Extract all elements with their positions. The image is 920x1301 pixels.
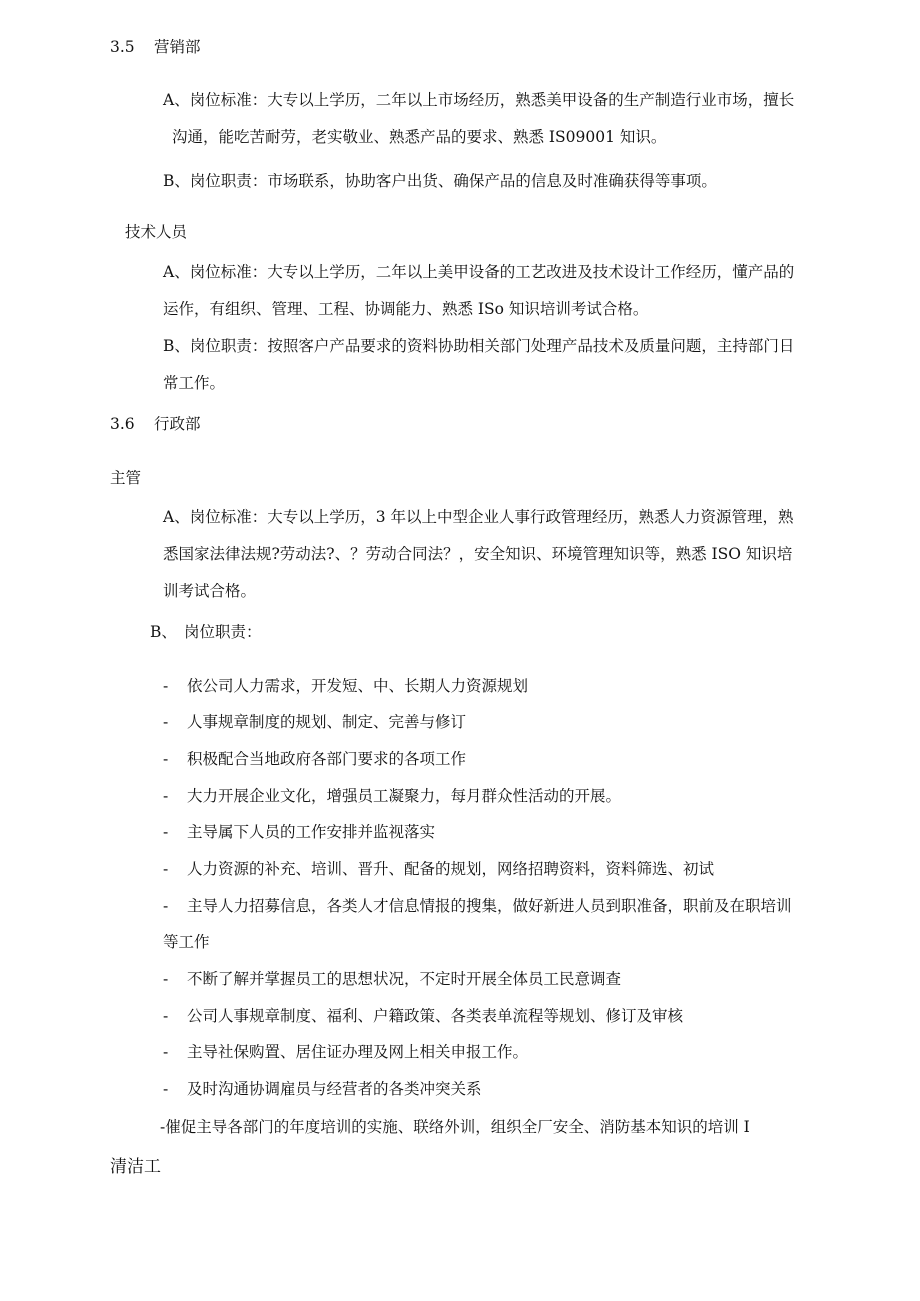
- dash-bullet: -: [163, 823, 169, 841]
- sales-standard-line-1: A、岗位标准：大专以上学历，二年以上市场经历，熟悉美甲设备的生产制造行业市场，擅长: [163, 91, 795, 109]
- duty-item: [163, 1079, 482, 1099]
- duty-text: 及时沟通协调雇员与经营者的各类冲突关系: [187, 1080, 482, 1098]
- duty-item: [163, 749, 466, 769]
- tech-duty-line-1: B、岗位职责：按照客户产品要求的资料协助相关部门处理产品技术及质量问题，主持部门日: [163, 337, 795, 355]
- admin-standard-line-3: 训考试合格。: [163, 582, 257, 600]
- duty-text: 主导社保购置、居住证办理及网上相关申报工作。: [187, 1043, 529, 1061]
- section-number: 3.5: [110, 38, 135, 56]
- section-title: 营销部: [154, 38, 201, 56]
- duty-text: 大力开展企业文化，增强员工凝聚力，每月群众性活动的开展。: [187, 787, 622, 805]
- section-title: 行政部: [154, 415, 201, 433]
- dash-bullet: -: [163, 677, 169, 695]
- duty-text: 依公司人力需求，开发短、中、长期人力资源规划: [187, 677, 529, 695]
- duty-item-continuation: 等工作: [163, 933, 210, 951]
- duty-title: 岗位职责：: [184, 623, 262, 641]
- admin-duty-heading: [150, 622, 262, 642]
- tech-standard-line-2: 运作，有组织、管理、工程、协调能力、熟悉 ISo 知识培训考试合格。: [163, 300, 649, 318]
- tech-standard-line-1: A、岗位标准：大专以上学历，二年以上美甲设备的工艺改进及技术设计工作经历，懂产品的: [163, 263, 795, 281]
- dash-bullet: -: [163, 970, 169, 988]
- dash-bullet: -: [163, 1007, 169, 1025]
- duty-item: [163, 712, 466, 732]
- dash-bullet: -: [163, 787, 169, 805]
- duty-item: [163, 676, 528, 696]
- duty-item: [163, 896, 792, 916]
- section-3-6-heading: [110, 414, 201, 434]
- duty-item: [163, 822, 435, 842]
- sales-standard-line-2: 沟通，能吃苦耐劳，老实敬业、熟悉产品的要求、熟悉 IS09001 知识。: [172, 128, 667, 146]
- section-number: 3.6: [110, 415, 135, 433]
- section-3-5-heading: [110, 37, 201, 57]
- supervisor-heading: 主管: [110, 469, 142, 487]
- duty-text: 公司人事规章制度、福利、户籍政策、各类表单流程等规划、修订及审核: [187, 1007, 684, 1025]
- dash-bullet: -: [163, 713, 169, 731]
- duty-item: [163, 969, 621, 989]
- duty-text: 主导人力招募信息，各类人才信息情报的搜集，做好新进人员到职准备，职前及在职培训: [187, 897, 792, 915]
- tech-duty-line-2: 常工作。: [163, 374, 226, 392]
- admin-standard-line-1: A、岗位标准：大专以上学历，3 年以上中型企业人事行政管理经历，熟悉人力资源管理，熟: [163, 508, 794, 526]
- duty-text: 主导属下人员的工作安排并监视落实: [187, 823, 436, 841]
- duty-item: [163, 1006, 683, 1026]
- dash-bullet: -: [163, 1043, 169, 1061]
- sales-duty-line-1: B、岗位职责：市场联系，协助客户出货、确保产品的信息及时准确获得等事项。: [163, 172, 717, 190]
- duty-text: 不断了解并掌握员工的思想状况，不定时开展全体员工民意调查: [187, 970, 622, 988]
- dash-bullet: -: [163, 1080, 169, 1098]
- dash-bullet: -: [163, 897, 169, 915]
- tech-staff-heading: 技术人员: [125, 223, 188, 241]
- training-duty-line: -催促主导各部门的年度培训的实施、联络外训，组织全厂安全、消防基本知识的培训 I: [160, 1118, 750, 1136]
- duty-item: [163, 859, 714, 879]
- duty-text: 积极配合当地政府各部门要求的各项工作: [187, 750, 467, 768]
- duty-item: [163, 786, 621, 806]
- dash-bullet: -: [163, 750, 169, 768]
- admin-standard-line-2: 悉国家法律法规?劳动法?、？劳动合同法？，安全知识、环境管理知识等，熟悉 ISO 知识培: [163, 545, 793, 563]
- duty-text: 人力资源的补充、培训、晋升、配备的规划，网络招聘资料，资料筛选、初试: [187, 860, 715, 878]
- duty-item: [163, 1042, 528, 1062]
- cleaner-heading: 清洁工: [110, 1157, 161, 1177]
- duty-text: 人事规章制度的规划、制定、完善与修订: [187, 713, 467, 731]
- dash-bullet: -: [163, 860, 169, 878]
- duty-label: B、: [150, 623, 177, 641]
